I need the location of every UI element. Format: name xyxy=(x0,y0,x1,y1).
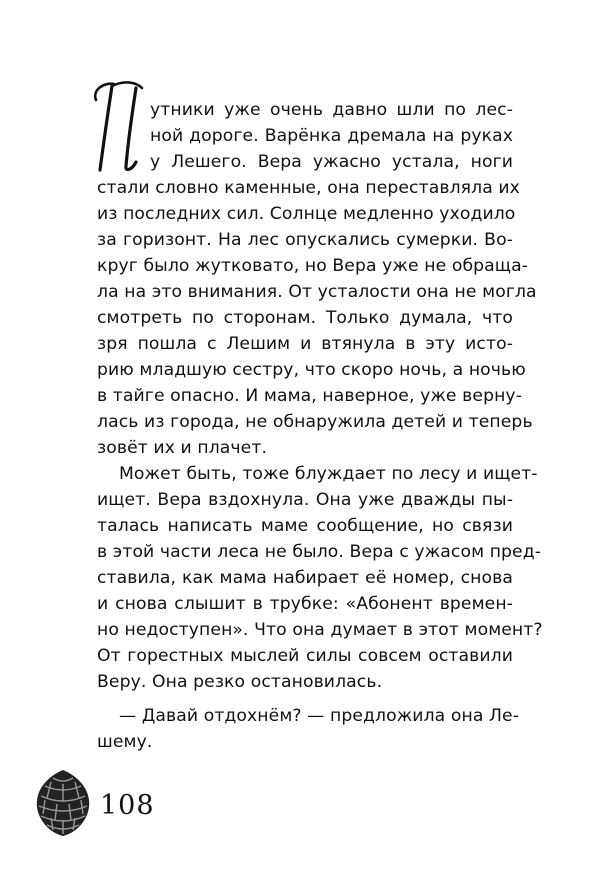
text-line: рию младшую сестру, что скоро ночь, а ночью xyxy=(97,360,526,380)
text-line: ставила, как мама набирает её номер, снова xyxy=(97,568,513,588)
text-line: зовёт их и плачет. xyxy=(97,438,268,458)
text-line: ной дороге. Варёнка дремала на руках xyxy=(150,126,513,146)
text-line: шему. xyxy=(97,732,153,752)
text-line: — Давай отдохнём? — предложила она Ле- xyxy=(119,706,520,726)
text-line: и снова слышит в трубке: «Абонент времен- xyxy=(97,594,513,614)
text-line: из последних сил. Солнце медленно уходило xyxy=(97,204,516,224)
text-line: стали словно каменные, она переставляла их xyxy=(97,178,520,198)
text-line: смотреть по сторонам. Только думала, что xyxy=(97,308,513,328)
text-line: в тайге опасно. И мама, наверное, уже верну- xyxy=(97,386,522,406)
text-line: Может быть, тоже блуждает по лесу и ищет- xyxy=(119,464,538,484)
text-line: лась из города, не обнаружила детей и теперь xyxy=(97,412,533,432)
text-line: за горизонт. На лес опускались сумерки. Во- xyxy=(97,230,513,250)
text-line: зря пошла с Лешим и втянула в эту исто- xyxy=(97,334,513,354)
pine-cone-icon xyxy=(33,768,93,838)
text-line: в этой части леса не было. Вера с ужасом пред- xyxy=(97,542,542,562)
text-line: Веру. Она резко остановилась. xyxy=(97,672,383,692)
text-line: ищет. Вера вздохнула. Она уже дважды пы- xyxy=(97,490,513,510)
text-line: круг было жутковато, но Вера уже не обраща- xyxy=(97,256,529,276)
drop-cap-letter xyxy=(90,78,148,174)
text-line: утники уже очень давно шли по лес- xyxy=(150,100,513,120)
text-line: у Лешего. Вера ужасно устала, ноги xyxy=(150,152,513,172)
page-number: 108 xyxy=(100,790,155,821)
text-line: ла на это внимания. От усталости она не могла xyxy=(97,282,537,302)
text-line: От горестных мыслей силы совсем оставили xyxy=(97,646,513,666)
text-line: талась написать маме сообщение, но связи xyxy=(97,516,513,536)
text-line: но недоступен». Что она думает в этот момент? xyxy=(97,620,543,640)
